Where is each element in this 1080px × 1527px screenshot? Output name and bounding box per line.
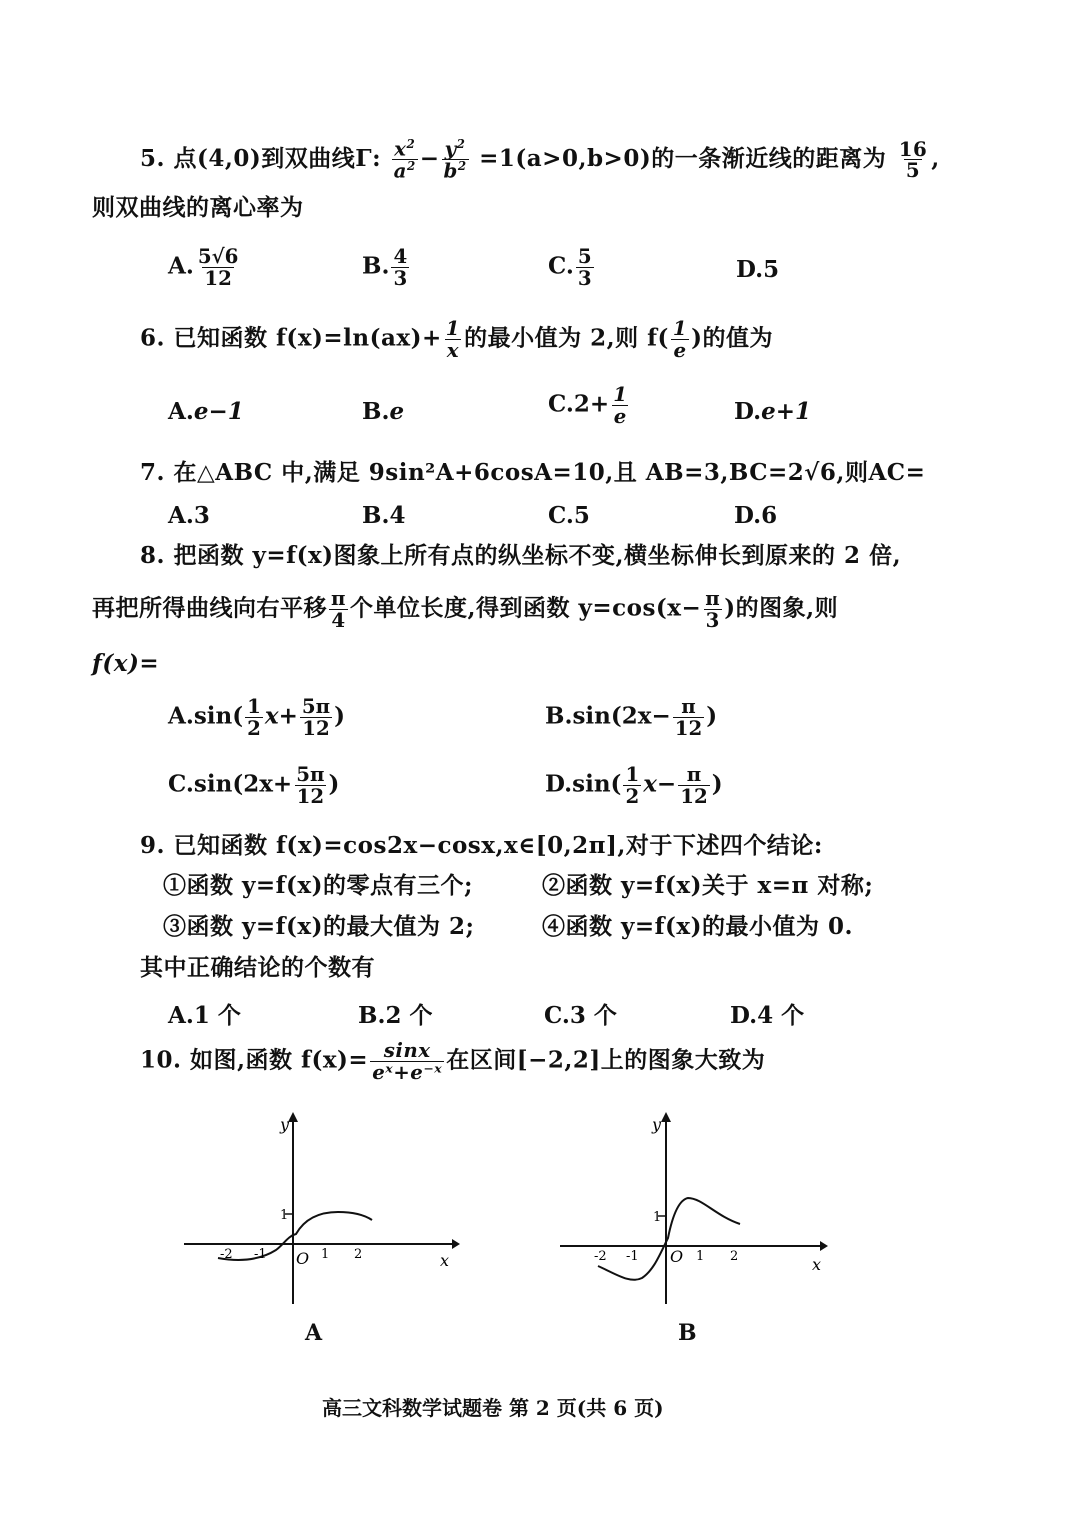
q5-frac-y: $\frac{y^2}{b^2}$ [443, 136, 467, 183]
q8-option-d[interactable]: D.sin( $\frac{1}{2}$ x− $\frac{\pi}{12}$ ) [545, 762, 723, 808]
q5-option-d[interactable]: D.5 [736, 256, 780, 283]
q9-conclusion-2: ②函数 y=f(x)关于 x=π 对称; [542, 872, 874, 899]
q8-option-b[interactable]: B.sin(2x− $\frac{\pi}{12}$ ) [545, 694, 718, 740]
q5-line1: 5. 点(4,0)到双曲线Γ: $\frac{x^2}{a^2}$ − $\frac{y^2}{b^2}$ =1(a>0,b>0)的一条渐近线的距离为 $\frac{16}{5}$ , [140, 136, 940, 183]
graph-a [180, 1108, 460, 1308]
svg-text:1: 1 [321, 1247, 330, 1262]
graph-b-x-label: x [812, 1255, 822, 1274]
q5-text-before: 点(4,0)到双曲线Γ: [173, 144, 382, 172]
q10-line1: 10. 如图,函数 f(x)= $\frac{\sin x}{\text{eˣ+e⁻ˣ}}$ 在区间[−2,2]上的图象大致为 [140, 1038, 766, 1084]
graph-b-origin: O [670, 1247, 684, 1266]
svg-text:1: 1 [696, 1249, 705, 1264]
q7-number: 7. [140, 459, 166, 486]
q7-option-a[interactable]: A.3 [168, 502, 210, 529]
graph-a-label[interactable]: A [305, 1320, 323, 1346]
q8-line2: 再把所得曲线向右平移 $\frac{\pi}{4}$ 个单位长度,得到函数 y=cos(x− $\frac{\pi}{3}$ )的图象,则 [92, 586, 839, 632]
graph-b-label[interactable]: B [678, 1320, 697, 1346]
q9-option-a[interactable]: A.1 个 [168, 1002, 241, 1029]
q5-option-c[interactable]: C. $\frac{5}{3}$ [548, 244, 592, 290]
q8-number: 8. [140, 542, 166, 569]
q7-option-d[interactable]: D.6 [734, 502, 778, 529]
graph-a-x-arrow [452, 1239, 460, 1249]
q6-option-d[interactable]: D.e+1 [734, 398, 812, 425]
graph-b [556, 1108, 836, 1308]
q8-option-c[interactable]: C.sin(2x+ $\frac{5\pi}{12}$ ) [168, 762, 340, 808]
q5-option-a[interactable]: A. $\frac{5√6}{12}$ [168, 244, 239, 290]
q7-line1: 7. 在△ABC 中,满足 9sin²A+6cosA=10,且 AB=3,BC=2√6,则AC= [140, 459, 926, 486]
q5-text-middle: =1(a>0,b>0)的一条渐近线的距离为 [479, 144, 887, 172]
q9-option-b[interactable]: B.2 个 [358, 1002, 433, 1029]
q9-option-d[interactable]: D.4 个 [730, 1002, 805, 1029]
q5-option-b[interactable]: B. $\frac{4}{3}$ [362, 244, 408, 290]
q9-conclusion-1: ①函数 y=f(x)的零点有三个; [163, 872, 474, 899]
q9-line1: 9. 已知函数 f(x)=cos2x−cosx,x∈[0,2π],对于下述四个结论: [140, 832, 823, 859]
graph-a-x-label: x [440, 1251, 450, 1270]
q9-conclusion-4: ④函数 y=f(x)的最小值为 0. [542, 913, 854, 940]
q9-prompt: 其中正确结论的个数有 [140, 954, 375, 981]
q6-option-a[interactable]: A.e−1 [168, 398, 244, 425]
q5-frac-x: $\frac{x^2}{a^2}$ [393, 136, 416, 183]
graph-b-y-arrow [661, 1112, 671, 1122]
q6-line1: 6. 已知函数 f(x)=ln(ax)+ $\frac{1}{x}$ 的最小值为 2,则 f( $\frac{1}{e}$ )的值为 [140, 316, 774, 362]
q5-line2: 则双曲线的离心率为 [92, 194, 304, 221]
q8-line3: f(x)= [92, 650, 160, 677]
graph-b-x-arrow [820, 1241, 828, 1251]
graph-a-y-arrow [288, 1112, 298, 1122]
svg-text:-2: -2 [220, 1247, 233, 1262]
svg-text:-1: -1 [254, 1247, 267, 1262]
q10-number: 10. [140, 1046, 182, 1074]
svg-text:2: 2 [730, 1249, 739, 1264]
q7-option-c[interactable]: C.5 [548, 502, 590, 529]
q6-number: 6. [140, 324, 166, 352]
svg-text:2: 2 [354, 1247, 363, 1262]
q9-number: 9. [140, 832, 166, 859]
q5-number: 5. [140, 144, 166, 172]
graph-b-y-label: y [652, 1115, 662, 1134]
page-footer: 高三文科数学试题卷 第 2 页(共 6 页) [322, 1396, 664, 1420]
q5-distance-frac: $\frac{16}{5}$ [898, 136, 928, 183]
graph-a-curve [218, 1212, 372, 1260]
q7-option-b[interactable]: B.4 [362, 502, 406, 529]
svg-text:-1: -1 [626, 1249, 639, 1264]
svg-text:1: 1 [280, 1208, 289, 1223]
q9-conclusion-3: ③函数 y=f(x)的最大值为 2; [163, 913, 475, 940]
q8-option-a[interactable]: A.sin( $\frac{1}{2}$ x+ $\frac{5\pi}{12}$ ) [168, 694, 346, 740]
graph-a-y-label: y [280, 1115, 290, 1134]
graph-b-curve [598, 1198, 740, 1280]
svg-text:1: 1 [653, 1210, 662, 1225]
q8-line1: 8. 把函数 y=f(x)图象上所有点的纵坐标不变,横坐标伸长到原来的 2 倍, [140, 542, 902, 569]
svg-text:-2: -2 [594, 1249, 607, 1264]
graph-a-origin: O [296, 1249, 310, 1268]
q9-option-c[interactable]: C.3 个 [544, 1002, 617, 1029]
q6-option-c[interactable]: C.2+ $\frac{1}{e}$ [548, 382, 627, 428]
q6-option-b[interactable]: B.e [362, 398, 405, 425]
